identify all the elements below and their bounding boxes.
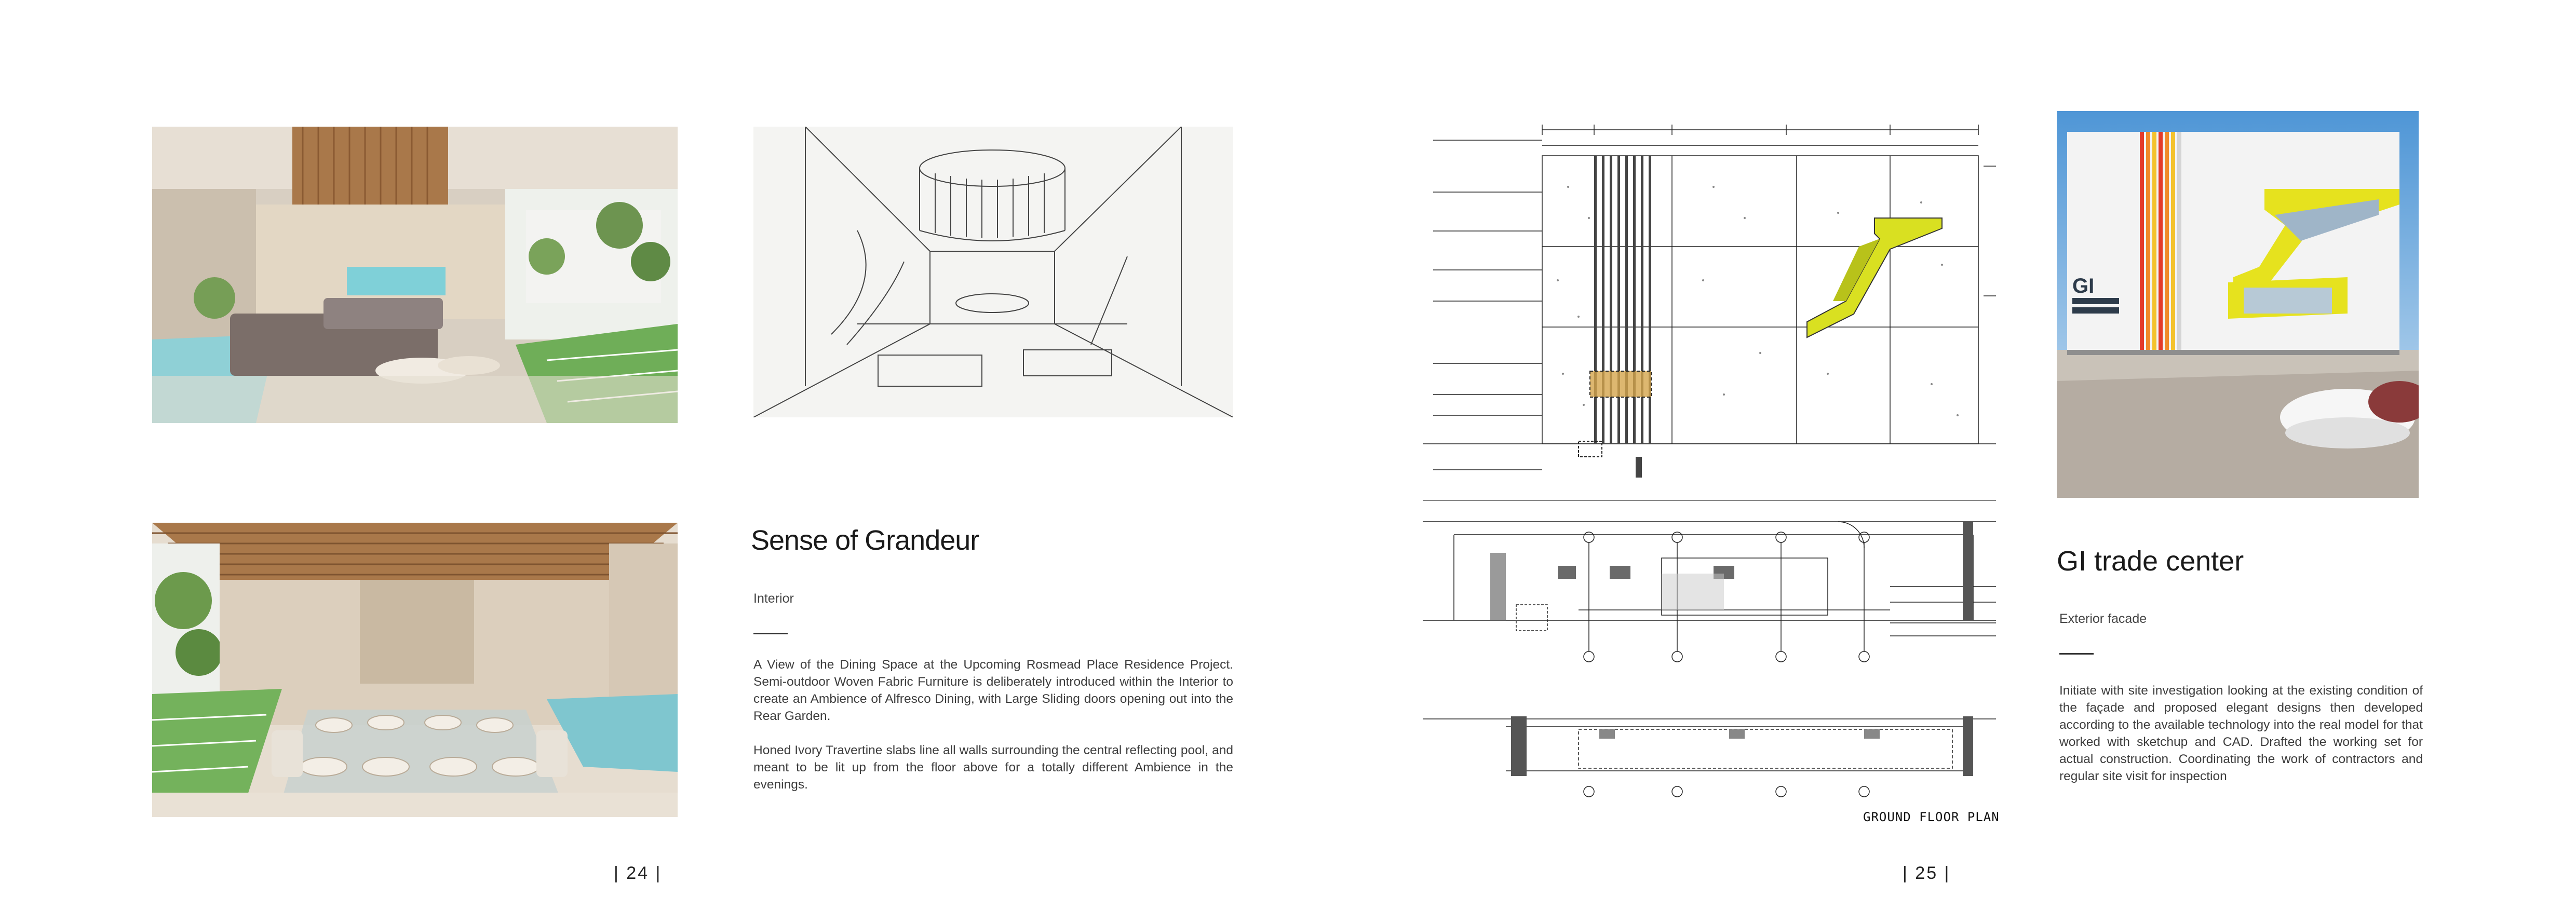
dining-render: [152, 523, 678, 817]
left-page-body: [753, 656, 1233, 793]
right-page-title: GI trade center: [2057, 546, 2244, 577]
left-page-title: Sense of Grandeur: [751, 525, 979, 556]
right-page-number: | 25 |: [1903, 863, 1951, 883]
living-room-render: [152, 127, 678, 423]
facade-elevation-drawing: [1423, 83, 1996, 501]
left-paragraph-1: A View of the Dining Space at the Upcoming Rosmead Place Residence Project. Semi-outdoor Woven Fabric Furniture is deliberately introduced within the Interior to create an Ambience of Alfresco Dining, with Large Sliding doors opening out into the Rear Garden.: [753, 658, 1233, 723]
left-paragraph-2: Honed Ivory Travertine slabs line all walls surrounding the central reflecting pool, and meant to be lit up from the floor above for a totally different Ambience in the evenings.: [753, 743, 1233, 792]
ground-floor-plan-drawing: [1423, 511, 1996, 802]
plan-label: GROUND FLOOR PLAN: [1863, 810, 2000, 824]
right-page-category: Exterior facade: [2059, 611, 2147, 626]
svg-text:GI: GI: [2072, 275, 2095, 297]
left-page-category: Interior: [753, 591, 794, 606]
right-page-body: Initiate with site investigation looking at the existing condition of the façade and proposed elegant designs then developed according to the available technology into the real model for that worked with sketchup and CAD. Drafted the working set for actual construction. Coordinating the work of contractors and regular site visit for inspection: [2059, 684, 2423, 783]
left-page-divider: [753, 633, 788, 634]
right-page-divider: [2059, 653, 2094, 655]
left-page-number: | 24 |: [614, 863, 662, 883]
trade-center-render: [2057, 111, 2419, 498]
interior-sketch: [753, 127, 1233, 417]
